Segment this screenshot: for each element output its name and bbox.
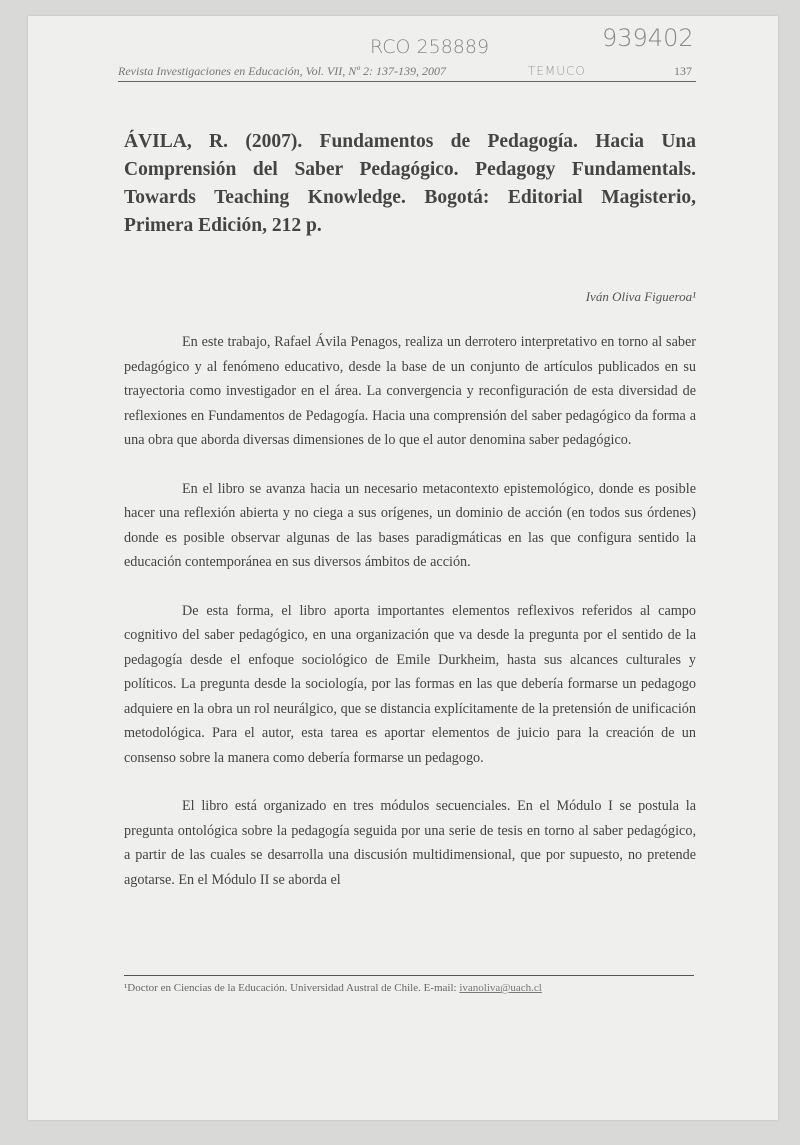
journal-citation: Revista Investigaciones en Educación, Vol. VII, Nº 2: 137-139, 2007 bbox=[118, 64, 446, 78]
handwritten-number: 939402 bbox=[602, 24, 694, 52]
footnote-text: ¹Doctor en Ciencias de la Educación. Universidad Austral de Chile. E-mail: bbox=[124, 982, 460, 994]
footnote bbox=[124, 982, 542, 994]
paragraph: En el libro se avanza hacia un necesario metacontexto epistemológico, donde es posible hacer una reflexión abierta y no ciega a sus orígenes, un dominio de acción (en todos sus órdenes) donde es posible observar algunas de las bases paradigmáticas en las que configura sentido la educación contemporánea en sus diversos ámbitos de acción. bbox=[124, 480, 696, 570]
review-title: ÁVILA, R. (2007). Fundamentos de Pedagogía. Hacia Una Comprensión del Saber Pedagógico. Pedagogy Fundamentals. Towards Teaching Knowledge. Bogotá: Editorial Magisterio, Primera Edición, 212 p. bbox=[124, 131, 696, 236]
paragraph: En este trabajo, Rafael Ávila Penagos, realiza un derrotero interpretativo en torno al saber pedagógico y al fenómeno educativo, desde la base de un conjunto de artículos publicados en su trayectoria como investigador en el área. La convergencia y reconfiguración de esta diversidad de reflexiones en Fundamentos de Pedagogía. Hacia una comprensión del saber pedagógico da forma a una obra que aborda diversas dimensiones de lo que el autor denomina saber pedagógico. bbox=[124, 334, 696, 448]
registry-stamp: RCO 258889 bbox=[370, 36, 490, 58]
page-number: 137 bbox=[674, 64, 692, 78]
running-header bbox=[118, 64, 696, 82]
review-author: Iván Oliva Figueroa¹ bbox=[585, 289, 696, 304]
paragraph: El libro está organizado en tres módulos secuenciales. En el Módulo I se postula la pregunta ontológica sobre la pedagogía seguida por una serie de tesis en torno al saber pedagógico, a partir de las cuales se desarrolla una discusión multidimensional, que por supuesto, no pretende agotarse. En el Módulo II se aborda el bbox=[124, 798, 696, 888]
review-body bbox=[124, 330, 696, 916]
footnote-divider bbox=[124, 975, 694, 976]
paragraph: De esta forma, el libro aporta importantes elementos reflexivos referidos al campo cognitivo del saber pedagógico, en una organización que va desde la pregunta por el sentido de la pedagogía desde el enfoque sociológico de Emile Durkheim, hasta sus alcances culturales y políticos. La pregunta desde la sociología, por las formas en las que debería formarse un pedagogo adquiere en la obra un rol neurálgico, que se distancia explícitamente de la pretensión de unificación metodológica. Para el autor, esta tarea es aportar elementos de juicio para la creación de un consenso sobre la manera como debería formarse un pedagogo. bbox=[124, 602, 696, 766]
city-stamp: TEMUCO bbox=[528, 64, 586, 78]
footnote-email[interactable]: ivanoliva@uach.cl bbox=[459, 982, 542, 994]
